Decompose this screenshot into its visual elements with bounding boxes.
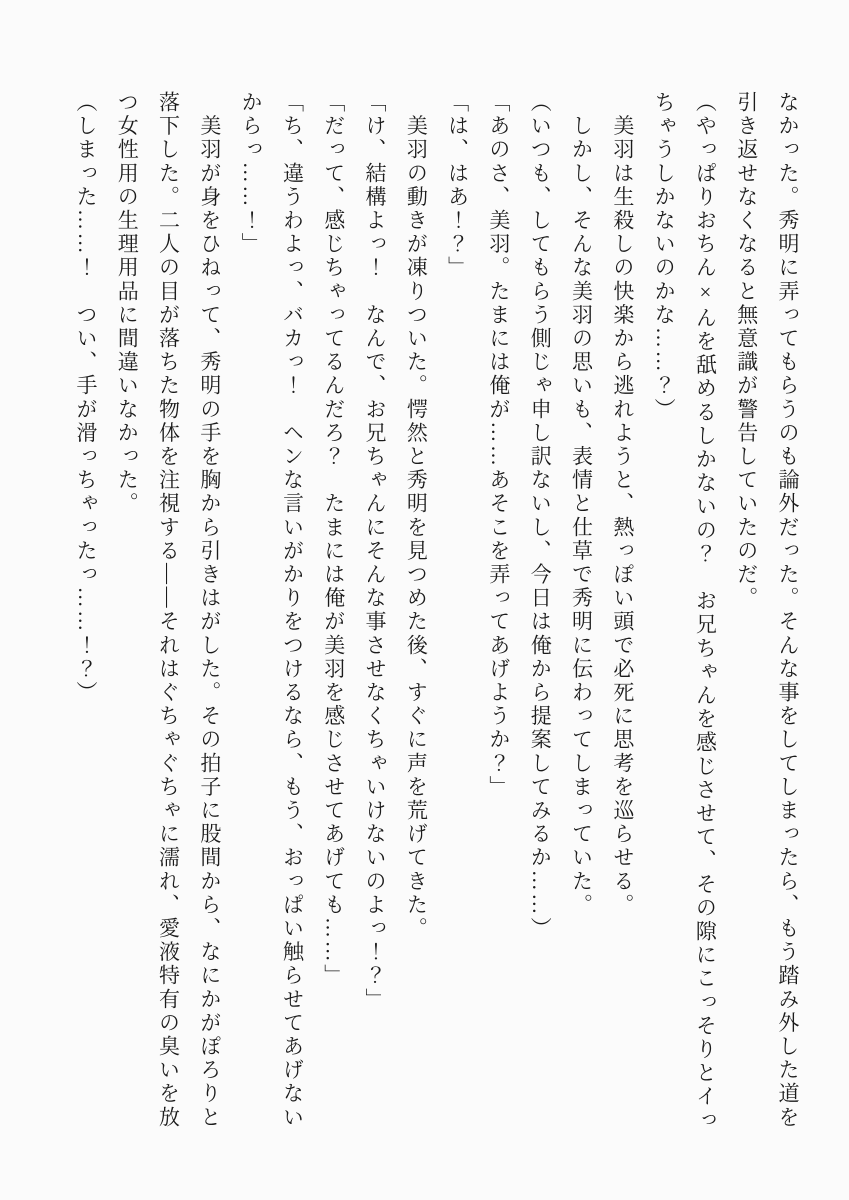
text-line-16: 落下した。二人の目が落ちた物体を注視する――それはぐちゃぐちゃに濡れ、愛液特有の臭いを放 <box>156 91 181 1130</box>
text-line-08: 「あのさ、美羽。たまには俺が……あそこを弄ってあげようか？」 <box>486 91 511 799</box>
text-line-02: 引き返せなくなると無意識が警告していたのだ。 <box>734 91 759 611</box>
text-line-18: （しまった……！ つい、手が滑っちゃったっ……！？） <box>73 91 98 705</box>
text-line-07: （いつも、してもらう側じゃ申し訳ないし、今日は俺から提案してみるか……） <box>528 91 553 941</box>
text-line-01: なかった。秀明に弄ってもらうのも論外だった。そんな事をしてしまったら、もう踏み外した道を <box>776 91 800 1130</box>
text-line-12: 「だって、感じちゃってるんだろ？ たまには俺が美羽を感じさせてあげても……」 <box>321 91 346 988</box>
text-line-15: 美羽が身をひねって、秀明の手を胸から引きはがした。その拍子に股間から、なにかがぽろりと <box>197 91 222 1130</box>
text-line-11: 「け、結構よっ！ なんで、お兄ちゃんにそんな事させなくちゃいけないのよっ！？」 <box>363 91 388 1012</box>
text-line-17: つ女性用の生理用品に間違いなかった。 <box>115 91 140 516</box>
vertical-text-block <box>65 91 808 1143</box>
text-line-09: 「は、はあ！？」 <box>445 91 470 280</box>
text-line-13: 「ち、違うわよっ、バカっ！ ヘンな言いがかりをつけるなら、もう、おっぱい触らせてあげない <box>280 91 305 1130</box>
text-line-05: 美羽は生殺しの快楽から逃れようと、熱っぽい頭で必死に思考を巡らせる。 <box>610 91 635 917</box>
text-line-03: （やっぱりおちん×んを舐めるしかないの？ お兄ちゃんを感じさせて、その隙にこっそりとイっ <box>693 91 718 1133</box>
text-line-14: からっ……！」 <box>239 91 264 257</box>
text-line-10: 美羽の動きが凍りついた。愕然と秀明を見つめた後、すぐに声を荒げてきた。 <box>404 91 429 941</box>
text-line-06: しかし、そんな美羽の思いも、表情と仕草で秀明に伝わってしまっていた。 <box>569 91 594 917</box>
text-line-04: ちゃうしかないのかな……？） <box>652 91 677 422</box>
